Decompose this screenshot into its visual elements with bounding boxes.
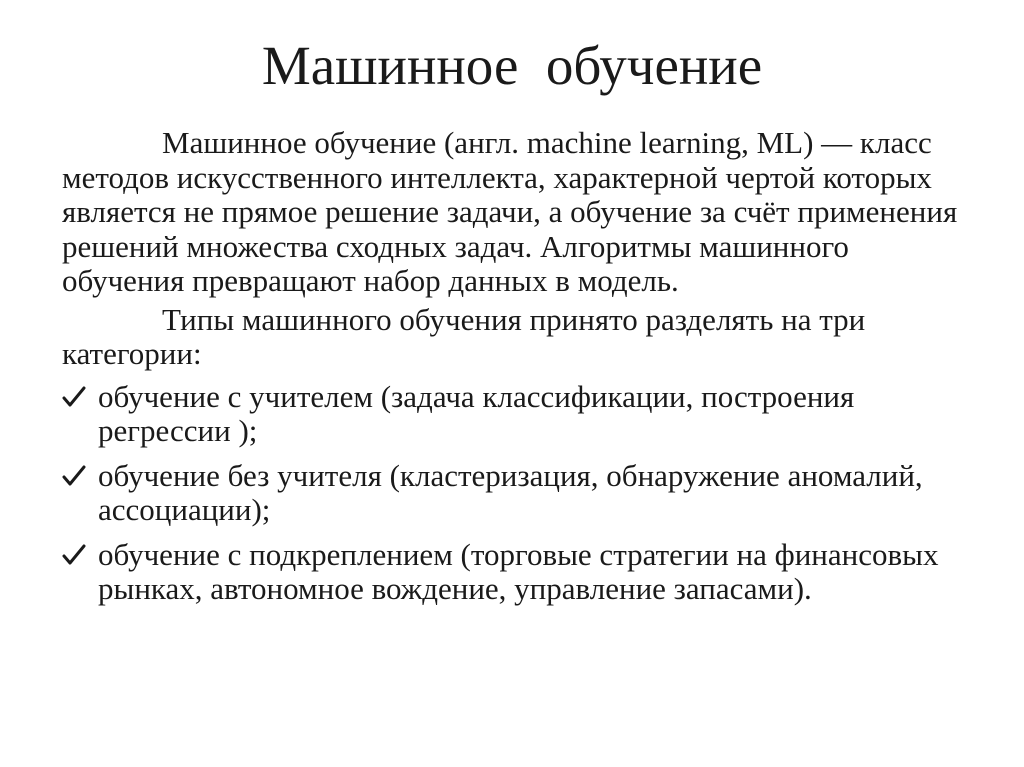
slide-title: Машинное обучение [261, 35, 763, 96]
types-intro-paragraph: Типы машинного обучения принято разделять на три категории: [62, 301, 866, 371]
ml-types-list [62, 380, 967, 607]
checkmark-icon [62, 386, 86, 408]
list-item [62, 538, 967, 607]
definition-paragraph: Машинное обучение (англ. machine learning, ML) — класс методов искусственного интеллекта, характерной чертой которых является не прямое решение задачи, а обучение за счёт применения решений множества сходных задач. Алгоритмы машинного обучения превращают набор данных в модель. [62, 125, 958, 298]
checkmark-icon [62, 544, 86, 566]
list-item-text: обучение без учителя (кластеризация, обнаружение аномалий, ассоциации); [98, 457, 923, 527]
list-item-text: обучение с подкреплением (торговые стратегии на финансовых рынках, автономное вождение, управление запасами). [98, 536, 939, 606]
list-item-text: обучение с учителем (задача классификации, построения регрессии ); [98, 378, 855, 448]
checkmark-icon [62, 465, 86, 487]
slide-body [62, 126, 967, 617]
list-item [62, 380, 967, 449]
list-item [62, 459, 967, 528]
